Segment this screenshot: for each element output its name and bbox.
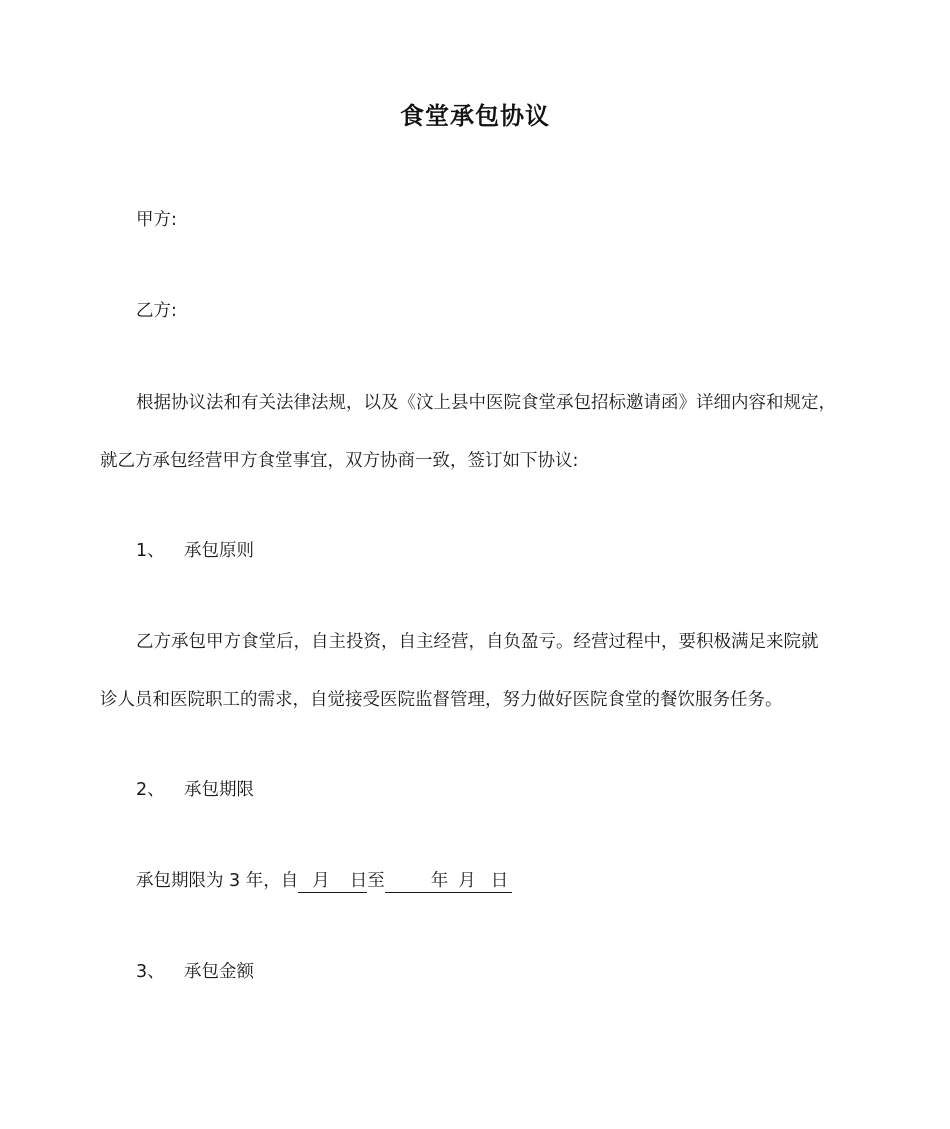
party-a-label: 甲方: xyxy=(136,210,177,230)
term-prefix: 承包期限为 3 年，自 xyxy=(136,871,299,891)
section-2-title: 承包期限 xyxy=(184,780,254,800)
section-2-term-line xyxy=(136,869,512,893)
document-title: 食堂承包协议 xyxy=(400,102,550,130)
section-1-body-line-2: 诊人员和医院职工的需求，自觉接受医院监督管理，努力做好医院食堂的餐饮服务任务。 xyxy=(100,690,783,710)
term-end-day: 日 xyxy=(490,871,509,891)
section-2-number: 2、 xyxy=(136,780,165,800)
term-end-month: 月 xyxy=(458,871,476,891)
section-1-title: 承包原则 xyxy=(184,541,254,561)
section-1-heading xyxy=(136,539,254,563)
term-end-year: 年 xyxy=(430,871,449,891)
preamble-line-2: 就乙方承包经营甲方食堂事宜，双方协商一致，签订如下协议: xyxy=(100,451,579,471)
party-b-label: 乙方: xyxy=(136,301,177,321)
section-3-heading xyxy=(136,960,254,984)
section-1-body-line-1: 乙方承包甲方食堂后，自主投资，自主经营，自负盈亏。经营过程中，要积极满足来院就 xyxy=(136,632,819,652)
term-start-month: 月 xyxy=(312,871,330,891)
term-to: 至 xyxy=(367,871,385,891)
term-start-day: 日 xyxy=(349,871,368,891)
term-start-date xyxy=(298,871,367,893)
section-1-number: 1、 xyxy=(136,541,165,561)
preamble-line-1: 根据协议法和有关法律法规，以及《汶上县中医院食堂承包招标邀请函》详细内容和规定， xyxy=(136,393,836,413)
section-3-number: 3、 xyxy=(136,962,165,982)
term-end-date xyxy=(385,871,513,893)
section-3-title: 承包金额 xyxy=(184,962,254,982)
section-2-heading xyxy=(136,778,254,802)
